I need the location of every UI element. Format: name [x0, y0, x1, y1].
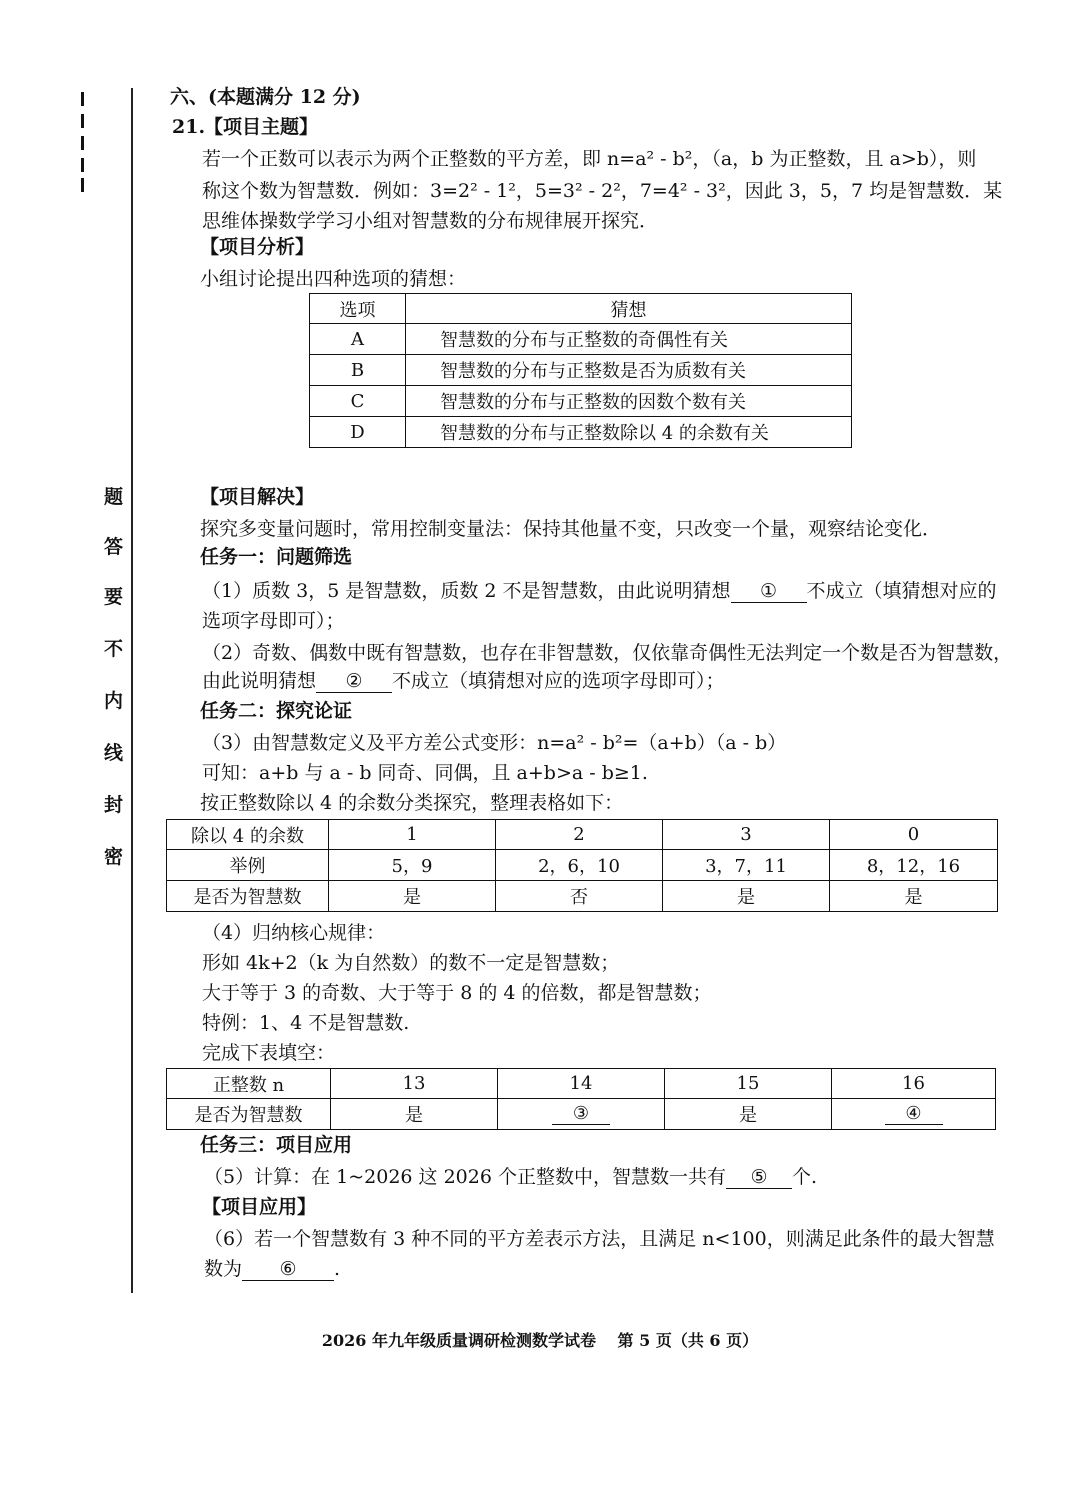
guess-text: 智慧数的分布与正整数的因数个数有关	[406, 386, 852, 417]
seal-char: 不	[104, 638, 124, 660]
task1-q2-text: 由此说明猜想	[202, 670, 317, 692]
answer-blank-5[interactable]: ⑤	[726, 1167, 792, 1189]
table-cell	[832, 1099, 996, 1130]
table-cell	[498, 1099, 665, 1130]
table-cell: 16	[832, 1069, 996, 1099]
answer-blank-1[interactable]: ①	[731, 581, 807, 603]
table-row-header: 正整数 n	[167, 1069, 331, 1099]
table-cell: 3	[663, 820, 830, 850]
intro-line-3: 思维体操数学学习小组对智慧数的分布规律展开探究．	[202, 210, 659, 232]
remainder-table	[166, 819, 998, 912]
fill-table	[166, 1068, 996, 1130]
task3-q5-text-tail: 个.	[791, 1166, 818, 1188]
margin-dash	[81, 92, 84, 106]
solve-label: 【项目解决】	[200, 486, 315, 508]
table-cell: 是	[331, 1099, 498, 1130]
guess-table	[309, 293, 852, 448]
guess-text: 智慧数的分布与正整数除以 4 的余数有关	[406, 417, 852, 448]
table-header: 猜想	[406, 294, 852, 324]
table-row-header: 除以 4 的余数	[167, 820, 329, 850]
table-cell: 否	[496, 881, 663, 912]
analysis-label: 【项目分析】	[200, 236, 315, 258]
table-cell: 5，9	[329, 850, 496, 881]
margin-dash	[81, 178, 84, 192]
option-letter: C	[310, 386, 406, 417]
seal-char: 答	[104, 536, 124, 558]
guess-text: 智慧数的分布与正整数的奇偶性有关	[406, 324, 852, 355]
question-number: 21.	[172, 116, 206, 138]
solve-text: 探究多变量问题时，常用控制变量法：保持其他量不变，只改变一个量，观察结论变化．	[200, 518, 942, 540]
seal-char: 线	[104, 742, 124, 764]
answer-blank-6[interactable]: ⑥	[242, 1259, 334, 1281]
option-letter: B	[310, 355, 406, 386]
answer-blank-3[interactable]: ③	[552, 1104, 610, 1125]
table-row-header: 是否为智慧数	[167, 881, 329, 912]
fill-table-intro: 完成下表填空：	[202, 1042, 336, 1064]
seal-char: 题	[104, 486, 124, 508]
guess-text: 智慧数的分布与正整数是否为质数有关	[406, 355, 852, 386]
task3-q6-text: 数为	[204, 1258, 243, 1280]
table-cell: 14	[498, 1069, 665, 1099]
option-letter: A	[310, 324, 406, 355]
task2-q3-table-intro: 按正整数除以 4 的余数分类探究，整理表格如下：	[200, 792, 624, 814]
answer-blank-4[interactable]: ④	[885, 1104, 943, 1125]
margin-dash	[81, 158, 84, 172]
task2-q4: （4）归纳核心规律：	[202, 922, 386, 944]
task1-q2: （2）奇数、偶数中既有智慧数，也存在非智慧数，仅依靠奇偶性无法判定一个数是否为智慧数，	[202, 642, 1013, 664]
task1-q1-text-tail: 不成立（填猜想对应的	[806, 580, 997, 602]
table-cell: 3，7，11	[663, 850, 830, 881]
page-footer: 2026 年九年级质量调研检测数学试卷 第 5 页（共 6 页）	[321, 1331, 759, 1350]
task3-label: 任务三：项目应用	[200, 1134, 353, 1156]
table-header: 选项	[310, 294, 406, 324]
table-cell: 8，12，16	[830, 850, 998, 881]
rule-2: 大于等于 3 的奇数、大于等于 8 的 4 的倍数，都是智慧数；	[202, 982, 712, 1004]
table-cell: 15	[665, 1069, 832, 1099]
rule-1: 形如 4k+2（k 为自然数）的数不一定是智慧数；	[202, 952, 620, 974]
intro-line-2: 称这个数为智慧数．例如：3=2² - 1²，5=3² - 2²，7=4² - 3²，因此 3，5，7 均是智慧数．某	[202, 180, 1003, 202]
task2-q3-note: 可知：a+b 与 a - b 同奇、同偶，且 a+b>a - b≥1.	[202, 762, 648, 784]
table-row-header: 举例	[167, 850, 329, 881]
binding-line	[131, 88, 133, 1293]
seal-char: 要	[104, 586, 124, 608]
table-row-header: 是否为智慧数	[167, 1099, 331, 1130]
task2-q3: （3）由智慧数定义及平方差公式变形：n=a² - b²=（a+b）（a - b）	[202, 732, 787, 754]
analysis-text: 小组讨论提出四种选项的猜想：	[200, 268, 467, 290]
rule-3: 特例：1、4 不是智慧数.	[202, 1012, 410, 1034]
task1-label: 任务一：问题筛选	[200, 546, 353, 568]
table-cell: 是	[329, 881, 496, 912]
task1-q1	[202, 580, 997, 603]
task3-q6-cont	[204, 1258, 340, 1281]
answer-blank-2[interactable]: ②	[316, 671, 392, 693]
table-cell: 是	[830, 881, 998, 912]
table-cell: 是	[663, 881, 830, 912]
task1-q1-cont: 选项字母即可）；	[202, 610, 345, 632]
table-cell: 0	[830, 820, 998, 850]
task1-q2-cont	[202, 670, 725, 693]
task1-q1-text: （1）质数 3，5 是智慧数，质数 2 不是智慧数，由此说明猜想	[202, 580, 731, 602]
task2-label: 任务二：探究论证	[200, 700, 353, 722]
table-cell: 2，6，10	[496, 850, 663, 881]
table-cell: 1	[329, 820, 496, 850]
task3-q5-text: （5）计算：在 1~2026 这 2026 个正整数中，智慧数一共有	[204, 1166, 726, 1188]
task1-q2-text-tail: 不成立（填猜想对应的选项字母即可）；	[392, 670, 725, 692]
section-heading: 六、(本题满分 12 分)	[170, 86, 361, 108]
task3-q5	[204, 1166, 817, 1189]
theme-label: 【项目主题】	[204, 116, 319, 138]
intro-line-1: 若一个正数可以表示为两个正整数的平方差，即 n=a² - b²，（a，b 为正整数，且 a>b），则	[202, 148, 977, 170]
option-letter: D	[310, 417, 406, 448]
margin-dash	[81, 114, 84, 128]
margin-dash	[81, 136, 84, 150]
seal-char: 密	[104, 846, 124, 868]
table-cell: 2	[496, 820, 663, 850]
apply-label: 【项目应用】	[202, 1196, 317, 1218]
table-cell: 是	[665, 1099, 832, 1130]
table-cell: 13	[331, 1069, 498, 1099]
task3-q6-text-tail: .	[334, 1258, 341, 1280]
seal-char: 内	[104, 690, 124, 712]
task3-q6: （6）若一个智慧数有 3 种不同的平方差表示方法，且满足 n<100，则满足此条件的最大智慧	[204, 1228, 995, 1250]
seal-char: 封	[104, 794, 124, 816]
